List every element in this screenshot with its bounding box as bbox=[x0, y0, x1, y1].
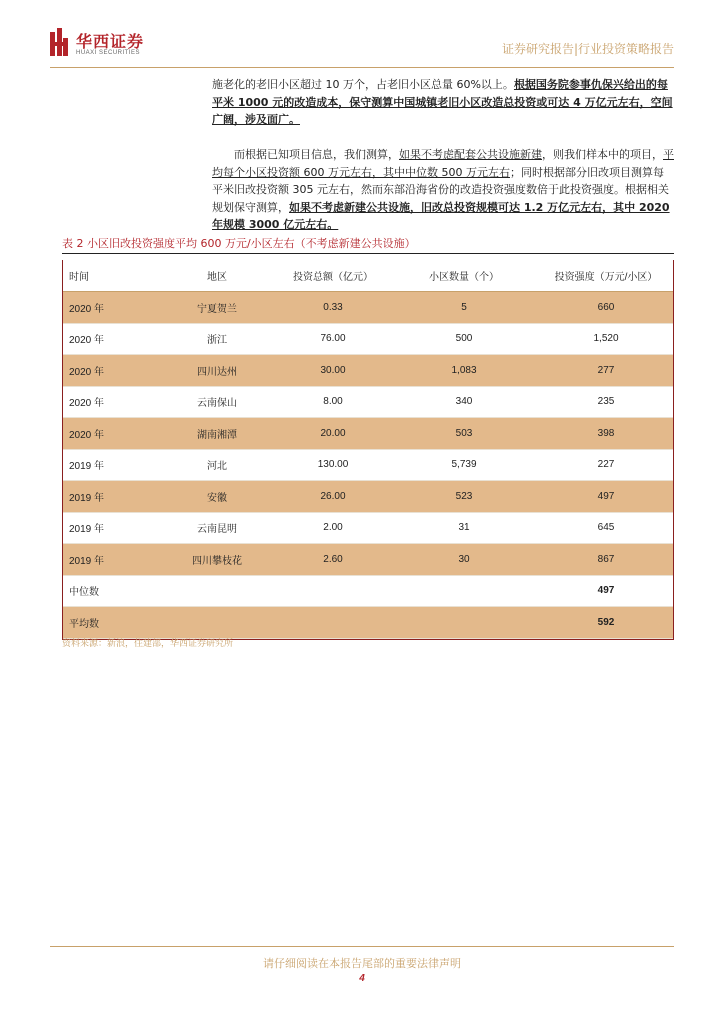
cell-total-investment: 30.00 bbox=[277, 355, 389, 387]
cell-total-investment: 76.00 bbox=[277, 323, 389, 355]
cell-total-investment: 20.00 bbox=[277, 418, 389, 450]
cell-total-investment: 2.00 bbox=[277, 512, 389, 544]
cell-time: 2019 年 bbox=[63, 449, 157, 481]
report-type-tag: 证券研究报告|行业投资策略报告 bbox=[501, 42, 674, 56]
paragraph-1-text: 施老化的老旧小区超过 10 万个，占老旧小区总量 60%以上。 bbox=[212, 78, 514, 91]
cell-community-count: 5,739 bbox=[389, 449, 539, 481]
paragraph-2-underline-b: 平均每个小区投资额 600 万元左右，其中中位数 500 万元左右 bbox=[212, 148, 674, 179]
table-row bbox=[63, 355, 673, 387]
cell-community-count bbox=[389, 607, 539, 639]
table-row-average bbox=[63, 607, 673, 639]
cell-total-investment: 2.60 bbox=[277, 544, 389, 576]
cell-region: 河北 bbox=[157, 449, 277, 481]
cell-community-count: 31 bbox=[389, 512, 539, 544]
cell-time: 2019 年 bbox=[63, 512, 157, 544]
table-row bbox=[63, 323, 673, 355]
cell-community-count: 340 bbox=[389, 386, 539, 418]
paragraph-1 bbox=[212, 76, 674, 129]
header-investment-intensity: 投资强度（万元/小区） bbox=[539, 260, 673, 292]
cell-community-count: 500 bbox=[389, 323, 539, 355]
cell-investment-intensity: 660 bbox=[539, 292, 673, 324]
cell-investment-intensity: 867 bbox=[539, 544, 673, 576]
table-source-note: 资料来源：新浪，住建部，华西证券研究所 bbox=[62, 639, 234, 649]
cell-total-investment bbox=[277, 575, 389, 607]
cell-region: 四川达州 bbox=[157, 355, 277, 387]
table-row bbox=[63, 544, 673, 576]
page-header bbox=[50, 28, 674, 64]
brand-name-en: HUAXI SECURITIES bbox=[76, 50, 141, 56]
header-divider bbox=[50, 67, 674, 68]
cell-investment-intensity: 592 bbox=[539, 607, 673, 639]
table-title: 表 2 小区旧改投资强度平均 600 万元/小区左右（不考虑新建公共设施） bbox=[62, 237, 416, 250]
cell-community-count: 523 bbox=[389, 481, 539, 513]
cell-region: 浙江 bbox=[157, 323, 277, 355]
cell-total-investment bbox=[277, 607, 389, 639]
cell-region: 安徽 bbox=[157, 481, 277, 513]
table-row bbox=[63, 449, 673, 481]
footer-disclaimer: 请仔细阅读在本报告尾部的重要法律声明 bbox=[263, 957, 461, 970]
cell-region: 湖南湘潭 bbox=[157, 418, 277, 450]
table-row bbox=[63, 512, 673, 544]
cell-investment-intensity: 497 bbox=[539, 481, 673, 513]
cell-time: 2020 年 bbox=[63, 355, 157, 387]
cell-investment-intensity: 645 bbox=[539, 512, 673, 544]
table-row-median bbox=[63, 575, 673, 607]
cell-time: 2019 年 bbox=[63, 544, 157, 576]
header-time: 时间 bbox=[63, 260, 157, 292]
paragraph-2-highlight: 如果不考虑新建公共设施，旧改总投资规模可达 1.2 万亿元左右，其中 2020 年规模 3000 亿元左右。 bbox=[212, 200, 670, 231]
cell-community-count: 503 bbox=[389, 418, 539, 450]
cell-time: 2020 年 bbox=[63, 323, 157, 355]
paragraph-2 bbox=[212, 146, 674, 234]
cell-investment-intensity: 227 bbox=[539, 449, 673, 481]
paragraph-2-text-a: 而根据已知项目信息，我们测算， bbox=[234, 148, 399, 161]
paragraph-2-text-c: ；同时根据部分旧改项目测算每平米旧改投资额 305 元左右，然而东部沿海省份的改造投资强度数倍于此投资强度。根据相关规划保守测算， bbox=[212, 165, 669, 214]
table-row bbox=[63, 418, 673, 450]
cell-time: 平均数 bbox=[63, 607, 157, 639]
header-total-investment: 投资总额（亿元） bbox=[277, 260, 389, 292]
cell-region: 四川攀枝花 bbox=[157, 544, 277, 576]
cell-investment-intensity: 235 bbox=[539, 386, 673, 418]
paragraph-1-highlight: 根据国务院参事仇保兴给出的每平米 1000 元的改造成本，保守测算中国城镇老旧小区改造总投资或可达 4 万亿元左右，空间广阔，涉及面广。 bbox=[212, 78, 673, 126]
cell-region bbox=[157, 607, 277, 639]
table-row bbox=[63, 292, 673, 324]
cell-region bbox=[157, 575, 277, 607]
cell-total-investment: 8.00 bbox=[277, 386, 389, 418]
cell-community-count bbox=[389, 575, 539, 607]
table-row bbox=[63, 386, 673, 418]
header-community-count: 小区数量（个） bbox=[389, 260, 539, 292]
page-number: 4 bbox=[359, 973, 365, 984]
table-top-rule bbox=[62, 253, 674, 254]
cell-time: 2020 年 bbox=[63, 292, 157, 324]
data-table bbox=[62, 260, 674, 640]
cell-total-investment: 26.00 bbox=[277, 481, 389, 513]
cell-total-investment: 0.33 bbox=[277, 292, 389, 324]
table-header-row bbox=[63, 260, 673, 292]
paragraph-2-underline-a: 如果不考虑配套公共设施新建 bbox=[399, 148, 542, 161]
cell-investment-intensity: 1,520 bbox=[539, 323, 673, 355]
cell-region: 宁夏贺兰 bbox=[157, 292, 277, 324]
cell-time: 2019 年 bbox=[63, 481, 157, 513]
cell-region: 云南保山 bbox=[157, 386, 277, 418]
cell-time: 中位数 bbox=[63, 575, 157, 607]
cell-community-count: 1,083 bbox=[389, 355, 539, 387]
cell-community-count: 30 bbox=[389, 544, 539, 576]
header-region: 地区 bbox=[157, 260, 277, 292]
table-row bbox=[63, 481, 673, 513]
cell-region: 云南昆明 bbox=[157, 512, 277, 544]
brand-name: 华西证券 bbox=[76, 32, 145, 51]
footer-divider bbox=[50, 946, 674, 947]
cell-time: 2020 年 bbox=[63, 418, 157, 450]
cell-investment-intensity: 497 bbox=[539, 575, 673, 607]
huaxi-logo-icon bbox=[50, 28, 68, 58]
paragraph-2-text-b: ，则我们样本中的项目， bbox=[542, 148, 663, 161]
cell-investment-intensity: 277 bbox=[539, 355, 673, 387]
cell-community-count: 5 bbox=[389, 292, 539, 324]
cell-time: 2020 年 bbox=[63, 386, 157, 418]
cell-investment-intensity: 398 bbox=[539, 418, 673, 450]
cell-total-investment: 130.00 bbox=[277, 449, 389, 481]
